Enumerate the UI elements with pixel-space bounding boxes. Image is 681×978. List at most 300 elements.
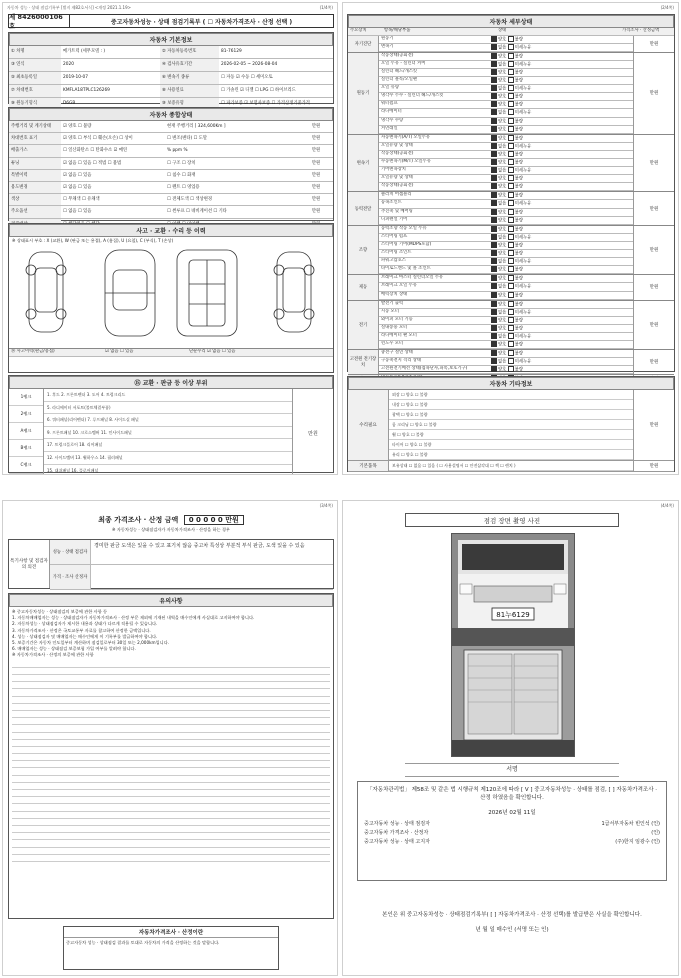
- checkbox-icon: [491, 109, 497, 115]
- page-1: [2, 2, 338, 475]
- condition-key: 주행거리 및 계기상태: [9, 121, 61, 132]
- condition-row: [9, 170, 333, 182]
- detail-item-status: [489, 292, 613, 299]
- checkbox-icon: [491, 159, 497, 165]
- basic-value-2: ☐ 가솔린 ☑ 디젤 ☐ LPG ☐ 하이브리드: [221, 88, 296, 93]
- status-option: 불량: [514, 367, 523, 373]
- other-item: 타이어 ☐ 양호 ☐ 불량: [389, 440, 633, 450]
- basic-value-2: 2026-02-05 ~ 2026-08-04: [221, 62, 278, 67]
- status-option: 양호: [498, 227, 507, 233]
- notice-line: ※ 중고자동차성능 · 상태점검의 보증에 관한 사항 등: [12, 609, 108, 614]
- frame-header: ⑮ 교환 · 판금 등 이상 부위: [9, 376, 333, 389]
- final-price-block: [8, 515, 334, 532]
- detail-item-status: [489, 159, 613, 166]
- detail-group: [348, 135, 674, 193]
- special-value: [91, 565, 333, 589]
- checkbox-icon: [508, 159, 514, 165]
- detail-item-status: [489, 309, 613, 316]
- notice-line: 4. 성능 · 상태점검자 및 매매업자는 매수인에게 이 기록부를 발급하여야 합니다.: [12, 633, 158, 639]
- page-number: (4/4쪽): [660, 503, 674, 508]
- checkbox-icon: [491, 77, 497, 83]
- checkbox-icon: [491, 192, 497, 198]
- notice-header: 유의사항: [9, 594, 333, 607]
- detail-items: [379, 36, 633, 52]
- other-key: 기본품목: [348, 461, 389, 471]
- detail-item-status: [489, 325, 613, 332]
- receipt-text: 본인은 위 중고자동차성능 · 상태점검기록부( [ ] 자동차가격조사 · 산정 선택)를 발급받은 사실을 확인합니다.: [382, 912, 642, 918]
- basic-key: ③ 연식: [9, 59, 61, 71]
- detail-item-label: 시동 모터: [381, 308, 399, 314]
- checkbox-icon: [508, 358, 514, 364]
- price-info-box: [63, 926, 279, 970]
- checkbox-icon: [508, 183, 514, 189]
- detail-item-label: 수동변속기(M/T) 오일누유: [381, 159, 431, 164]
- detail-item-status: [489, 69, 613, 76]
- condition-value: ☑ 없음 ☐ 있음: [63, 172, 92, 178]
- frame-price: 만원: [292, 389, 333, 475]
- detail-item-row: [379, 61, 633, 69]
- checkbox-icon: [508, 292, 514, 298]
- basic-info-section: [8, 32, 334, 104]
- detail-item-row: [379, 77, 633, 85]
- page-header: 자동차 성능 · 상태 점검기록부 [별지 제82호서식] <개정 2021.1.19>: [7, 5, 131, 10]
- status-option: 양호: [498, 218, 507, 224]
- detail-item-row: [379, 217, 633, 225]
- detail-item-row: [379, 126, 633, 134]
- basic-key: ⑤ 최초등록일: [9, 72, 61, 84]
- checkbox-icon: [508, 209, 514, 215]
- status-option: 미세누유: [514, 62, 532, 68]
- condition-row: [9, 121, 333, 133]
- status-option: 양호: [498, 342, 507, 348]
- checkbox-icon: [508, 200, 514, 206]
- detail-group-price: 만원: [633, 36, 674, 52]
- condition-extra: ☐ 변조(변타) ☐ 도말: [167, 136, 208, 142]
- status-option: 불량: [514, 210, 523, 216]
- basic-row: [9, 46, 333, 59]
- signer-role: 중고자동차 성능 · 상태 점검자: [364, 821, 430, 827]
- inspection-photo-front: [451, 533, 575, 645]
- checkbox-icon: [508, 151, 514, 157]
- checkbox-icon: [508, 69, 514, 75]
- detail-item-row: [379, 167, 633, 175]
- detail-item-label: 실린더 헤드/개스킷: [381, 68, 418, 74]
- basic-value: D6GB: [63, 101, 76, 106]
- signer-row: [364, 820, 660, 829]
- checkbox-icon: [508, 217, 514, 223]
- detail-item-row: [379, 275, 633, 283]
- checkbox-icon: [508, 242, 514, 248]
- checkbox-icon: [491, 309, 497, 315]
- checkbox-icon: [491, 301, 497, 307]
- condition-key: 특별이력: [9, 170, 61, 181]
- detail-group: [348, 275, 674, 300]
- document-number: 제 8426000106호: [9, 15, 70, 27]
- detail-item-status: [489, 358, 613, 365]
- detail-group-price: 만원: [633, 135, 674, 192]
- condition-price: 만원: [311, 184, 321, 190]
- frame-row: 17. 트렁크플로어 18. 리어패널: [44, 439, 292, 452]
- detail-item-row: [379, 317, 633, 325]
- status-option: 양호: [498, 367, 507, 373]
- basic-key-2: ② 자동차등록번호: [160, 46, 219, 58]
- status-option: 미세누유: [514, 359, 532, 365]
- status-option: 불량: [514, 160, 523, 166]
- checkbox-icon: [508, 126, 514, 132]
- detail-header: 자동차 세부상태: [348, 15, 674, 28]
- detail-item-label: 실내송풍 모터: [381, 324, 408, 330]
- checkbox-icon: [508, 366, 514, 372]
- condition-key: 차대번호 표기: [9, 133, 61, 144]
- car-outline-right-icon: [274, 252, 314, 332]
- condition-extra: % ppm %: [167, 148, 188, 154]
- other-item: 외장 ☐ 양호 ☐ 불량: [389, 390, 633, 400]
- signer-name: (인): [651, 830, 660, 836]
- checkbox-icon: [491, 283, 497, 289]
- page-2: [342, 2, 679, 475]
- checkbox-icon: [508, 53, 514, 59]
- basic-value-2: ☐ 자가보증 ☑ 보험사보증 ☐ 가격산정기준가격: [221, 101, 310, 106]
- checkbox-icon: [508, 333, 514, 339]
- statement-text: 「자동차관리법」 제58조 및 같은 법 시행규칙 제120조에 따라 [ V ] 중고자동차성능 · 상태를 점검, [ ] 자동차가격조사 · 산정 하였음을 확인합니다.: [366, 787, 658, 801]
- detail-item-row: [379, 85, 633, 93]
- checkbox-icon: [508, 101, 514, 107]
- other-info-section: [347, 376, 675, 472]
- detail-item-label: 워터펌프: [381, 101, 398, 107]
- inspection-photo-rear: [451, 645, 575, 757]
- condition-extra: ☐ 전체도색 ☐ 색상변경: [167, 197, 213, 203]
- checkbox-icon: [508, 143, 514, 149]
- detail-item-row: [379, 143, 633, 151]
- notice-line: 2. 자동차성능 · 상태점검자가 제시한 내용과 상태가 다르게 적용될 수 있습니다.: [12, 621, 158, 627]
- detail-item-label: 등속조인트: [381, 200, 402, 206]
- status-option: 양호: [498, 152, 507, 158]
- status-option: 불량: [514, 251, 523, 257]
- basic-key: ⑦ 차대번호: [9, 85, 61, 97]
- detail-item-row: [379, 301, 633, 309]
- detail-group-name: 고전원 전기장치: [348, 350, 379, 374]
- other-item: 휠 ☐ 양호 ☐ 불량: [389, 430, 633, 440]
- checkbox-icon: [508, 275, 514, 281]
- status-option: 불량: [514, 152, 523, 158]
- document-title: 중고자동차성능 · 상태 점검기록부 ( ☐ 자동차가격조사 · 산정 선택 ): [110, 18, 293, 26]
- detail-item-status: [489, 217, 613, 224]
- checkbox-icon: [491, 143, 497, 149]
- detail-items: [379, 192, 633, 224]
- checkbox-icon: [508, 325, 514, 331]
- checkbox-icon: [491, 275, 497, 281]
- condition-value: ☑ 양호 ☐ 부식 ☐ 훼손(오손) ☐ 상이: [63, 136, 133, 142]
- checkbox-icon: [491, 242, 497, 248]
- detail-item-row: [379, 44, 633, 52]
- detail-item-label: 발전기 출력: [381, 300, 404, 306]
- basic-value-2: ☐ 자동 ☑ 수동 ☐ 세미오토: [221, 75, 273, 80]
- detail-item-row: [379, 209, 633, 217]
- condition-value: ☐ 없음 ☐ 있음: [63, 209, 92, 215]
- basic-value: 2019-10-07: [63, 75, 88, 80]
- status-option: 불량: [514, 318, 523, 324]
- car-outline-top-icon: [105, 250, 155, 336]
- detail-item-label: 작동상태(공회전): [381, 183, 414, 189]
- detail-item-status: [489, 183, 613, 190]
- detail-item-label: 브레이크 오일 누유: [381, 283, 417, 289]
- detail-item-row: [379, 266, 633, 274]
- condition-value: ☑ 없음 ☐ 있음: [63, 184, 92, 190]
- condition-row: [9, 133, 333, 145]
- detail-item-row: [379, 192, 633, 200]
- basic-value-2: 81-76129: [221, 49, 242, 54]
- detail-group: [348, 350, 674, 375]
- checkbox-icon: [491, 126, 497, 132]
- basic-key-2: ⑧ 사용연료: [160, 85, 219, 97]
- signer-name: (주)한지 임광수 (인): [615, 839, 660, 845]
- condition-value: ☑ 없음 ☐ 있음 ☐ 적법 ☐ 불법: [63, 160, 122, 166]
- status-option: 양호: [498, 102, 507, 108]
- condition-extra: ☐ 썬루프 ☐ 네비게이션 ☐ 기타: [167, 209, 227, 215]
- other-row: [348, 390, 674, 461]
- status-option: 양호: [498, 94, 507, 100]
- detail-item-label: 배력장치 상태: [381, 291, 408, 297]
- col-status: 상태: [498, 28, 507, 33]
- detail-item-row: [379, 333, 633, 341]
- status-option: 양호: [498, 293, 507, 298]
- other-item: 룸 크리닝 ☐ 양호 ☐ 불량: [389, 420, 633, 430]
- status-option: 양호: [498, 267, 507, 273]
- basic-row: [9, 85, 333, 98]
- basic-value: KMFLA18TPLC126269: [63, 88, 110, 93]
- detail-item-status: [489, 333, 613, 340]
- status-option: 미세누유: [514, 144, 532, 150]
- detail-item-row: [379, 200, 633, 208]
- detail-item-status: [489, 85, 613, 92]
- status-option: 양호: [498, 326, 507, 332]
- other-items: [389, 390, 633, 460]
- detail-item-row: [379, 175, 633, 183]
- status-option: 미세누유: [514, 310, 532, 316]
- detail-item-row: [379, 69, 633, 77]
- detail-group-price: 만원: [633, 301, 674, 350]
- condition-key: 색상: [9, 194, 61, 205]
- condition-price: 만원: [311, 172, 321, 178]
- checkbox-icon: [491, 85, 497, 91]
- status-option: 미세누유: [514, 86, 532, 92]
- detail-item-status: [489, 266, 613, 273]
- detail-item-label: 냉각수 수량: [381, 117, 404, 123]
- condition-extra: ☐ 렌트 ☐ 영업용: [167, 184, 200, 190]
- status-option: 양호: [498, 78, 507, 84]
- frame-rank: 1랭크: [9, 389, 43, 406]
- detail-item-status: [489, 301, 613, 308]
- status-option: 없음: [498, 62, 507, 68]
- detail-group-name: 변속기: [348, 135, 379, 192]
- condition-extra: ☐ 구조 ☐ 장치: [167, 160, 196, 166]
- checkbox-icon: [491, 266, 497, 272]
- detail-item-row: [379, 151, 633, 159]
- price-info-text: 중고자동차 성능 · 상태점검 결과를 토대로 자동차의 가격을 산정하는 것을 말합니다.: [66, 940, 220, 945]
- frame-row: 9. 프론트패널 10. 크로스멤버 11. 인사이드패널: [44, 427, 292, 440]
- detail-item-row: [379, 234, 633, 242]
- status-option: 불량: [514, 302, 523, 308]
- status-option: 양호: [498, 160, 507, 166]
- detail-item-status: [489, 341, 613, 348]
- detail-item-row: [379, 366, 633, 374]
- other-info-header: 자동차 기타정보: [348, 377, 674, 390]
- basic-key: ⑨ 원동기형식: [9, 98, 61, 110]
- notice-line: ※ 자동차가격조사 · 산정의 보증에 관한 사항: [12, 652, 94, 658]
- condition-row: [9, 145, 333, 157]
- status-option: 불량: [514, 37, 523, 43]
- detail-group: [348, 36, 674, 53]
- detail-item-status: [489, 226, 613, 233]
- detail-item-status: [489, 200, 613, 207]
- detail-group-price: 만원: [633, 350, 674, 374]
- condition-key: 튜닝: [9, 158, 61, 169]
- condition-row: [9, 194, 333, 206]
- checkbox-icon: [508, 234, 514, 240]
- checkbox-icon: [508, 135, 514, 141]
- final-price-amount: 0 0 0 0 0 만원: [184, 515, 244, 525]
- checkbox-icon: [508, 309, 514, 315]
- detail-group-name: 원동기: [348, 53, 379, 134]
- detail-item-row: [379, 118, 633, 126]
- status-option: 불량: [514, 102, 523, 108]
- special-value: 경미한 판금 도색은 있을 수 있고 표기치 않음 중고차 특성상 부분적 부식 판금, 도색 있을 수 있음: [94, 543, 305, 549]
- page-number: (1/4쪽): [319, 5, 333, 10]
- status-option: 양호: [498, 37, 507, 43]
- detail-items: [379, 226, 633, 275]
- col-device: 주요장치: [350, 28, 367, 33]
- condition-price: 만원: [311, 160, 321, 166]
- title-bar: [8, 14, 334, 28]
- car-outline-frame-icon: [177, 250, 237, 336]
- condition-price: 만원: [311, 136, 321, 142]
- detail-items: [379, 53, 633, 134]
- status-option: 불량: [514, 293, 523, 298]
- checkbox-icon: [508, 317, 514, 323]
- status-option: 없음: [498, 45, 507, 51]
- page-number: (2/4쪽): [660, 5, 674, 10]
- receipt-date: 년 월 일 매수인 (서명 또는 인): [475, 927, 549, 933]
- checkbox-icon: [508, 93, 514, 99]
- checkbox-icon: [491, 234, 497, 240]
- final-price-title: 최종 가격조사 · 산정 금액 0 0 0 0 0 만원: [8, 515, 334, 525]
- detail-item-label: 오일유량 및 상태: [381, 142, 413, 148]
- detail-item-status: [489, 118, 613, 125]
- status-option: 양호: [498, 251, 507, 257]
- detail-item-row: [379, 258, 633, 266]
- checkbox-icon: [491, 366, 497, 372]
- notice-section: [8, 593, 334, 919]
- col-price: 가격조사 · 산정금액: [622, 28, 660, 33]
- detail-item-row: [379, 242, 633, 250]
- checkbox-icon: [508, 118, 514, 124]
- checkbox-icon: [508, 109, 514, 115]
- detail-item-status: [489, 192, 613, 199]
- detail-item-row: [379, 283, 633, 291]
- detail-item-label: 구동축전지 격리 상태: [381, 358, 422, 364]
- status-option: 양호: [498, 184, 507, 190]
- status-option: 양호: [498, 127, 507, 133]
- detail-item-label: 원동기: [381, 35, 394, 41]
- detail-item-label: 고전원전기배선 상태(접속단자,피복,보호기구): [381, 366, 468, 372]
- detail-section: [347, 14, 675, 372]
- detail-item-status: [489, 242, 613, 249]
- statement-box: [357, 781, 667, 881]
- notice-line: 3. 자동차가격조사 · 산정은 국토교통부 자료를 참고하여 산정한 금액입니다.: [12, 627, 151, 633]
- photo-title: 점검 장면 촬영 사진: [405, 513, 619, 527]
- detail-item-row: [379, 250, 633, 258]
- detail-item-label: 동력조향 작동 오일 누유: [381, 225, 427, 231]
- status-option: 없음: [498, 259, 507, 265]
- status-option: 양호: [498, 70, 507, 76]
- checkbox-icon: [508, 175, 514, 181]
- special-notes: [8, 539, 334, 589]
- checkbox-icon: [491, 118, 497, 124]
- accident-history-row: ⑭ 사고이력(판금/용접) ☑ 없음 ☐ 있음 단순수리 ☑ 없음 ☐ 있음: [9, 348, 333, 357]
- status-option: 불량: [514, 193, 523, 199]
- frame-row: 1. 후드 2. 프론트펜더 3. 도어 4. 트렁크리드: [44, 389, 292, 402]
- detail-group: [348, 53, 674, 135]
- status-option: 양호: [498, 351, 507, 357]
- frame-rank: B랭크: [9, 440, 43, 457]
- status-option: 불량: [514, 94, 523, 100]
- detail-item-label: 냉각수 누수 - 실린더 헤드/개스킷: [381, 93, 444, 99]
- condition-price: 만원: [311, 124, 321, 129]
- checkbox-icon: [491, 325, 497, 331]
- notice-line: 6. 매매업자는 성능 · 상태점검 보증보험 가입 여부를 알려야 합니다.: [12, 646, 136, 652]
- detail-item-row: [379, 358, 633, 366]
- detail-item-status: [489, 167, 613, 174]
- condition-extra: 현재 주행거리 [ 324,600Km ]: [167, 124, 226, 129]
- status-option: 양호: [498, 243, 507, 249]
- detail-item-status: [489, 36, 613, 43]
- frame-rank: C랭크: [9, 457, 43, 474]
- condition-key: 배출가스: [9, 145, 61, 156]
- detail-group-name: 조향: [348, 226, 379, 275]
- statement-date: 2026년 02월 11일: [488, 810, 536, 816]
- detail-items: [379, 350, 633, 374]
- detail-item-label: 와이퍼 모터 기능: [381, 316, 413, 322]
- detail-item-status: [489, 109, 613, 116]
- detail-item-status: [489, 275, 613, 282]
- status-option: 불량: [514, 351, 523, 357]
- status-option: 불량: [514, 176, 523, 182]
- frame-row: 6. 쿼터패널(리어펜더) 7. 루프패널 8. 사이드실 패널: [44, 414, 292, 427]
- detail-group-name: 제동: [348, 275, 379, 299]
- checkbox-icon: [491, 151, 497, 157]
- notice-line: 1. 자동차매매업자는 성능 · 상태점검자가 자동차가격조사 · 산정 부문 제외에 기재된 내역을 매수인에게 사실대로 고지하여야 합니다.: [12, 615, 255, 621]
- special-key: 가격 · 조사 산정자: [50, 565, 91, 589]
- special-row: [50, 540, 333, 565]
- price-info-title: 자동차가격조사 · 산정이란: [64, 927, 278, 938]
- checkbox-icon: [491, 167, 497, 173]
- detail-item-label: 스티어링 조인트: [381, 250, 412, 256]
- status-option: 양호: [498, 318, 507, 324]
- special-label: 특기사항 및 점검자의 의견: [9, 540, 50, 588]
- checkbox-icon: [491, 69, 497, 75]
- detail-items: [379, 301, 633, 350]
- status-option: 없음: [498, 144, 507, 150]
- detail-item-label: 실린더 블록/오일팬: [381, 77, 418, 83]
- detail-item-label: 커먼레일: [381, 125, 398, 131]
- detail-group: [348, 192, 674, 225]
- detail-item-row: [379, 183, 633, 191]
- detail-item-status: [489, 143, 613, 150]
- page-number: (3/4쪽): [319, 503, 333, 508]
- checkbox-icon: [491, 217, 497, 223]
- detail-item-label: 스티어링 기어(MDPS포함): [381, 241, 432, 247]
- detail-group: [348, 301, 674, 351]
